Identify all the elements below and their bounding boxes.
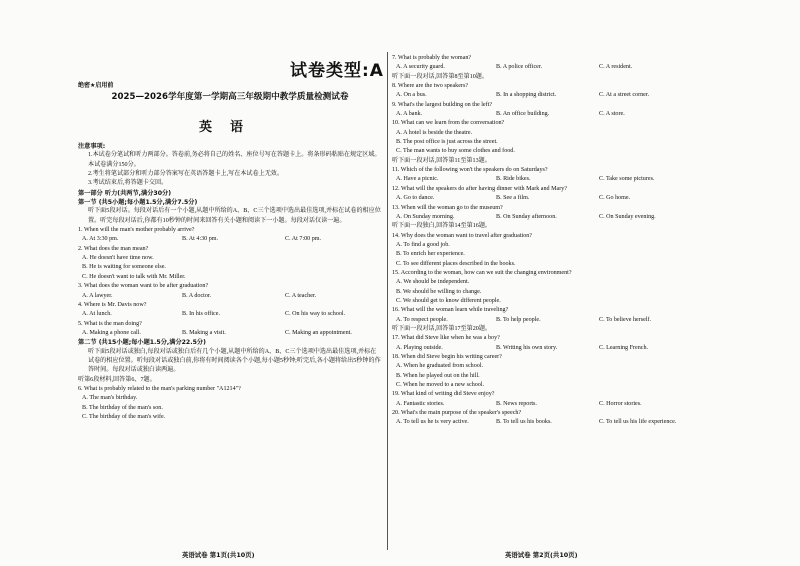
right-column: [392, 54, 704, 428]
question-text: 16. What will the woman learn while traveling?: [392, 307, 509, 314]
question: [392, 82, 704, 101]
question: [392, 101, 704, 120]
question: [78, 282, 382, 301]
footer-right: 英语试卷 第2页(共10页): [505, 551, 578, 559]
question: [392, 204, 704, 223]
question-text: 20. What's the main purpose of the speaker's speech?: [392, 410, 522, 417]
section2-instructions: 听下面5段对话或独白,每段对话或独白后有几个小题,从题中所给的A、B、C三个选项中选出最佳选项,并标在试卷的相应位置。听每段对话或独白前,你将有时间阅读各个小题,每小题5秒钟;听完后,各小题将给出5秒钟的作答时间。每段对话或独白读两遍。: [88, 348, 381, 374]
question-text: 6. What is probably related to the man's parking number "A1214"?: [78, 385, 241, 392]
option: A. To find a good job.: [396, 241, 450, 248]
option: A. At 3:30 pm.: [82, 236, 119, 243]
option: C. To see different places described in the books.: [396, 260, 516, 267]
notes-title: 注意事项:: [78, 143, 106, 150]
option: C. Go home.: [599, 195, 631, 202]
note-item: 2.考生将笔试部分和听力部分答案写在英语答题卡上,写在本试卷上无效。: [88, 171, 283, 178]
option: B. In a shopping district.: [496, 92, 557, 99]
option: A. A lawyer.: [82, 292, 113, 299]
question: [392, 119, 704, 156]
question: [392, 185, 704, 204]
option: A. On Sunday morning.: [396, 213, 455, 220]
option: B. Writing his own story.: [496, 344, 558, 351]
option: C. To believe herself.: [599, 316, 652, 323]
question-text: 15. According to the woman, how can we suit the changing environment?: [392, 269, 572, 276]
question-text: 7. What is probably the woman?: [392, 55, 472, 61]
note-item: 1.本试卷分笔试和听力两部分。答卷前,务必将自己的姓名、座位号写在答题卡上。将条形码粘贴在规定区域。本试卷满分150分。: [88, 152, 381, 168]
column-divider: [387, 52, 388, 550]
question: [78, 320, 382, 339]
question: [392, 232, 704, 269]
options-row: [392, 110, 704, 119]
option: B. We should be willing to change.: [396, 288, 482, 295]
question-text: 3. What does the woman want to be after graduation?: [78, 283, 209, 290]
option: C. The birthday of the man's wife.: [82, 413, 166, 420]
question-6: [78, 385, 382, 422]
question-text: 14. Why does the woman want to travel after graduation?: [392, 232, 532, 239]
question: [78, 245, 382, 282]
option: B. To help people.: [496, 316, 541, 323]
question: [392, 353, 704, 390]
question-text: 18. When did Steve begin his writing career?: [392, 354, 502, 360]
options-row: [78, 235, 382, 244]
question: [392, 269, 704, 306]
option: A. A security guard.: [396, 64, 445, 71]
option: B. He is waiting for someone else.: [82, 264, 166, 271]
option: C. Horror stories.: [599, 400, 642, 407]
question: [392, 390, 704, 409]
option: C. Learning French.: [599, 344, 649, 351]
option: B. News reports.: [496, 400, 537, 407]
option: A. A bank.: [396, 111, 423, 118]
option: B. To tell us his books.: [496, 419, 552, 426]
option: C. On his way to school.: [285, 311, 346, 318]
option: B. An office building.: [496, 111, 550, 118]
question: [78, 226, 382, 245]
option: A. Go to dance.: [396, 195, 435, 202]
question-text: 4. Where is Mr. Davis now?: [78, 301, 147, 308]
option: A. The man's birthday.: [82, 395, 138, 402]
options-row: [392, 91, 704, 100]
option: A. A hotel is beside the theatre.: [396, 129, 473, 136]
material-note: 听下面一段对话,回答第17至第20题。: [392, 325, 492, 332]
question-text: 1. When will the man's mother probably arrive?: [78, 227, 195, 234]
option: C. At a street corner.: [599, 92, 650, 99]
section1-instructions: 听下面5段对话。每段对话后有一个小题,从题中所给的A、B、C三个选项中选出最佳选项,并标在试卷的相应位置。听完每段对话后,你都有10秒钟的时间来回答有关小题和阅读下一小题。每段对话仅读一遍。: [88, 208, 381, 224]
question-text: 10. What can we learn from the conversation?: [392, 120, 505, 127]
left-column: [78, 142, 382, 422]
option: A. Fantastic stories.: [396, 400, 445, 407]
section1-title: 第一节 (共5小题;每小题1.5分,满分7.5分): [78, 199, 198, 207]
question: [392, 409, 704, 428]
option: C. On Sunday evening.: [599, 213, 656, 220]
option: B. See a film.: [496, 195, 530, 202]
option: C. At 7:00 pm.: [285, 236, 322, 243]
option: B. The post office is just across the street.: [396, 139, 498, 146]
exam-title: 2025—2026学年度第一学期高三年级期中教学质量检测试卷: [111, 92, 349, 102]
option: B. When he played out on the hill.: [396, 372, 480, 379]
options-row: [392, 344, 704, 353]
option: A. At lunch.: [82, 311, 112, 318]
footer-left: 英语试卷 第1页(共10页): [182, 551, 255, 559]
option: B. On Sunday afternoon.: [496, 213, 557, 220]
material-note: 听下面一段独白,回答第14至第16题。: [392, 223, 492, 230]
option: C. We should get to know different people.: [396, 297, 501, 304]
option: C. A resident.: [599, 64, 633, 71]
option: B. Ride bikes.: [496, 176, 531, 183]
option: B. Making a visit.: [182, 329, 226, 336]
option: B. The birthday of the man's son.: [82, 404, 163, 411]
option: A. He doesn't have time now.: [82, 255, 154, 262]
option: C. He doesn't want to talk with Mr. Miller.: [82, 273, 186, 280]
options-row: [392, 316, 704, 325]
options-row: [392, 418, 704, 427]
option: A. Have a picnic.: [396, 176, 439, 183]
option: B. A doctor.: [182, 292, 212, 299]
question: [392, 334, 704, 353]
material-note: 听下面一段对话,回答第8至第10题。: [392, 73, 488, 80]
option: A. To respect people.: [396, 316, 448, 323]
section2-title: 第二节 (共15小题;每小题1.5分,满分22.5分): [78, 339, 206, 347]
question: [392, 166, 704, 185]
part1-title: 第一部分 听力(共两节,满分30分): [78, 189, 172, 197]
paper-type-label: 试卷类型:A: [290, 61, 384, 81]
question-text: 13. When will the woman go to the museum?: [392, 204, 503, 211]
question-text: 17. What did Steve like when he was a boy?: [392, 335, 500, 342]
secret-label: 绝密★启用前: [78, 82, 114, 89]
options-row: [78, 329, 382, 338]
option: C. A store.: [599, 111, 625, 118]
question-text: 11. Which of the following won't the speakers do on Saturdays?: [392, 167, 548, 174]
options-row: [78, 292, 382, 301]
option: A. To tell us he is very active.: [396, 419, 469, 426]
question-text: 12. What will the speakers do after having dinner with Mark and Mary?: [392, 185, 568, 192]
material-note: 听第6段材料,回答第6、7题。: [78, 376, 156, 383]
options-row: [78, 310, 382, 319]
note-item: 3.考试结束后,将答题卡交回。: [88, 180, 168, 187]
option: C. To tell us his life experience.: [599, 419, 677, 426]
option: C. A teacher.: [285, 292, 317, 299]
options-row: [392, 175, 704, 184]
option: C. Take some pictures.: [599, 176, 655, 183]
question: [392, 306, 704, 325]
option: B. In his office.: [182, 311, 220, 318]
option: C. When he moved to a new school.: [396, 382, 485, 389]
material-note: 听下面一段对话,回答第11至第13题。: [392, 157, 491, 164]
option: A. When he graduated from school.: [396, 363, 484, 370]
subject-title: 英语: [198, 120, 261, 135]
question-text: 2. What does the man mean?: [78, 245, 149, 252]
question: [78, 301, 382, 320]
options-row: [392, 213, 704, 222]
option: C. The man wants to buy some clothes and food.: [396, 148, 515, 155]
question-text: 5. What is the man doing?: [78, 320, 142, 327]
options-row: [392, 400, 704, 409]
option: A. On a bus.: [396, 92, 427, 99]
option: A. Playing outside.: [396, 344, 443, 351]
option: A. Making a phone call.: [82, 329, 141, 336]
option: B. A police officer.: [496, 64, 543, 71]
question-text: 19. What kind of writing did Steve enjoy?: [392, 391, 495, 398]
option: C. Making an appointment.: [285, 329, 352, 336]
option: B. At 4:30 pm.: [182, 236, 219, 243]
question-text: 8. Where are the two speakers?: [392, 83, 469, 90]
options-row: [392, 194, 704, 203]
options-row: [392, 63, 704, 72]
left-question-list: [78, 226, 382, 338]
option: A. We should be independent.: [396, 279, 470, 286]
question-text: 9. What's the largest building on the left?: [392, 101, 493, 108]
option: B. To enrich her experience.: [396, 251, 465, 258]
question: [392, 54, 704, 73]
